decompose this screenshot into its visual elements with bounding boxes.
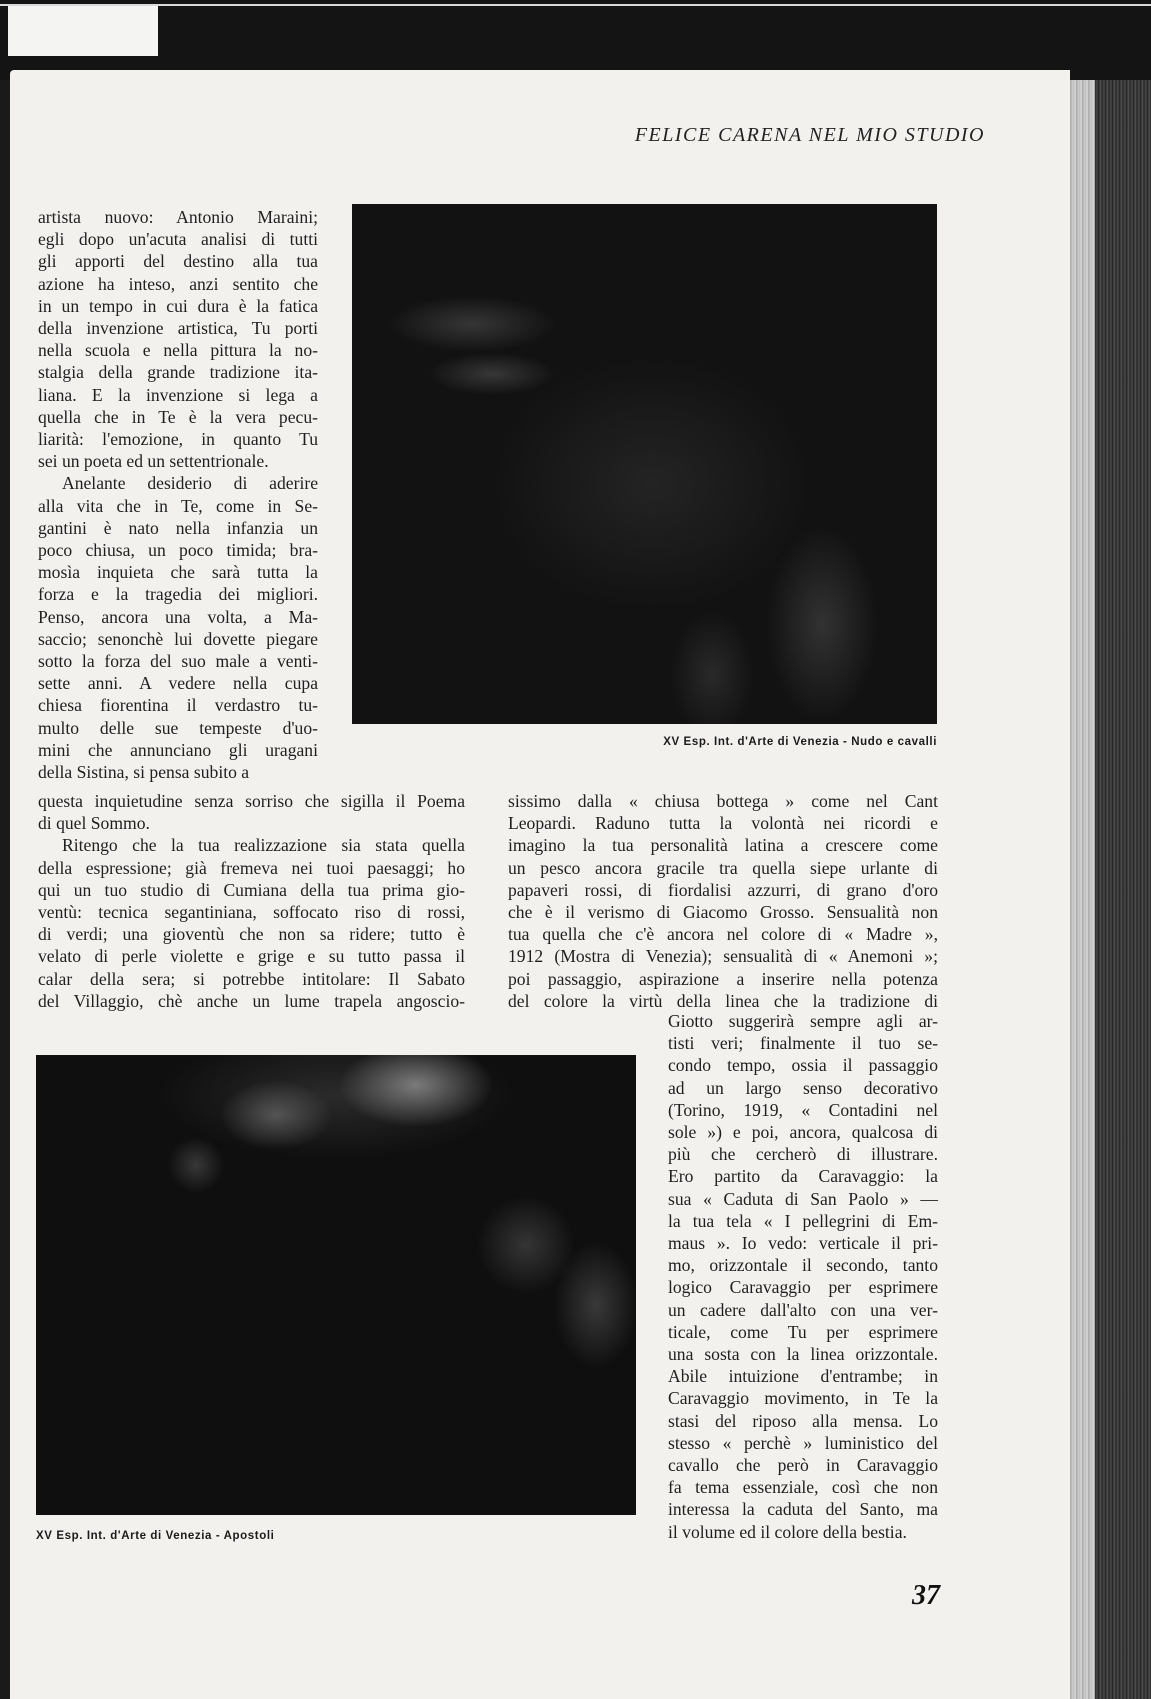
text-line: di verdi; una gioventù che non sa ridere; tutto è bbox=[38, 924, 465, 945]
text-line: gli apporti del destino alla tua bbox=[38, 251, 318, 272]
caption-photo-1: XV Esp. Int. d'Arte di Venezia - Nudo e cavalli bbox=[663, 736, 937, 748]
text-line: questa inquietudine senza sorriso che sigilla il Poema bbox=[38, 791, 465, 811]
scan-border-top bbox=[0, 0, 1151, 80]
text-column-right-middle bbox=[508, 790, 938, 1012]
text-line: mosìa inquieta che sarà tutta la bbox=[38, 562, 318, 583]
page-number: 37 bbox=[912, 1580, 940, 1611]
page-stack-shadow bbox=[1095, 80, 1151, 1699]
text-line: mini che annunciano gli uragani bbox=[38, 739, 318, 760]
caption-photo-2: XV Esp. Int. d'Arte di Venezia - Apostoli bbox=[36, 1530, 275, 1542]
text-line: tisti veri; finalmente il tuo se- bbox=[668, 1033, 938, 1054]
text-line: forza e la tragedia dei migliori. bbox=[38, 584, 318, 605]
text-line: Leopardi. Raduno tutta la volontà nei ricordi e bbox=[508, 813, 938, 834]
text-line: Penso, ancora una volta, a Ma- bbox=[38, 606, 318, 627]
text-line: sole ») e poi, ancora, qualcosa di bbox=[668, 1122, 938, 1143]
text-line: chiesa fiorentina il verdastro tu- bbox=[38, 695, 318, 716]
text-line: alla vita che in Te, come in Se- bbox=[38, 495, 318, 516]
text-line: ticale, come Tu per esprimere bbox=[668, 1321, 938, 1342]
text-line: un cadere dall'alto con una ver- bbox=[668, 1299, 938, 1320]
text-line: Anelante desiderio di aderire bbox=[62, 473, 318, 494]
text-line: sua « Caduta di San Paolo » — bbox=[668, 1188, 938, 1209]
text-line: quella che in Te è la vera pecu- bbox=[38, 406, 318, 427]
photo-nudo-e-cavalli bbox=[352, 204, 937, 724]
text-line: saccio; senonchè lui dovette piegare bbox=[38, 628, 318, 649]
photo-apostoli bbox=[36, 1055, 636, 1515]
text-line: stasi del riposo alla mensa. Lo bbox=[668, 1410, 938, 1431]
text-line: tua quella che c'è ancora nel colore di « Madre », bbox=[508, 924, 938, 945]
text-line: Giotto suggerirà sempre agli ar- bbox=[668, 1011, 938, 1031]
text-line: liarità: l'emozione, in quanto Tu bbox=[38, 429, 318, 450]
text-line: azione ha inteso, anzi sentito che bbox=[38, 273, 318, 294]
text-line: qui un tuo studio di Cumiana della tua prima gio- bbox=[38, 879, 465, 900]
text-line: papaveri rossi, di fiordalisi azzurri, di grano d'oro bbox=[508, 879, 938, 900]
text-line: logico Caravaggio per esprimere bbox=[668, 1277, 938, 1298]
text-line: una sosta con la linea orizzontale. bbox=[668, 1344, 938, 1365]
text-line: poi passaggio, aspirazione a inserire nella potenza bbox=[508, 968, 938, 989]
text-column-right-lower bbox=[668, 1010, 938, 1543]
text-line: fa tema essenziale, così che non bbox=[668, 1477, 938, 1498]
text-line: (Torino, 1919, « Contadini nel bbox=[668, 1099, 938, 1120]
text-line: Ritengo che la tua realizzazione sia stata quella bbox=[62, 835, 465, 856]
text-line: del Villaggio, chè anche un lume trapela angoscio- bbox=[38, 990, 465, 1011]
text-line: della espressione; già fremeva nei tuoi paesaggi; ho bbox=[38, 857, 465, 878]
text-line: il volume ed il colore della bestia. bbox=[668, 1521, 907, 1542]
text-line: liana. E la invenzione si lega a bbox=[38, 384, 318, 405]
text-line: della Sistina, si pensa subito a bbox=[38, 762, 250, 783]
text-line: ad un largo senso decorativo bbox=[668, 1077, 938, 1098]
text-line: Abile intuizione d'entrambe; in bbox=[668, 1366, 938, 1387]
text-line: poco chiusa, un poco timida; bra- bbox=[38, 540, 318, 561]
text-line: la tua tela « I pellegrini di Em- bbox=[668, 1210, 938, 1231]
text-line: del colore la virtù della linea che la tradizione di bbox=[508, 990, 938, 1011]
text-line: stalgia della grande tradizione ita- bbox=[38, 362, 318, 383]
text-line: Ero partito da Caravaggio: la bbox=[668, 1166, 938, 1187]
text-line: maus ». Io vedo: verticale il pri- bbox=[668, 1233, 938, 1254]
text-line: ventù: tecnica segantiniana, soffocato riso di rossi, bbox=[38, 902, 465, 923]
text-column-left-top bbox=[38, 206, 318, 783]
text-line: che è il verismo di Giacomo Grosso. Sensualità non bbox=[508, 902, 938, 923]
text-line: in un tempo in cui dura è la fatica bbox=[38, 295, 318, 316]
text-line: un pesco ancora gracile tra quella siepe urlante di bbox=[508, 857, 938, 878]
text-line: nella scuola e nella pittura la no- bbox=[38, 340, 318, 361]
text-line: 1912 (Mostra di Venezia); sensualità di « Anemoni »; bbox=[508, 946, 938, 967]
text-line: calar della sera; si potrebbe intitolare: Il Sabato bbox=[38, 968, 465, 989]
text-line: gantini è nato nella infanzia un bbox=[38, 517, 318, 538]
scan-line bbox=[0, 4, 1151, 6]
text-line: imagino la tua personalità latina a crescere come bbox=[508, 835, 938, 856]
text-line: mo, orizzontale il secondo, tanto bbox=[668, 1255, 938, 1276]
scan-paper-corner bbox=[8, 6, 158, 56]
text-line: più che cercherò di illustrare. bbox=[668, 1144, 938, 1165]
text-column-left-bottom bbox=[38, 790, 465, 1012]
text-line: multo delle sue tempeste d'uo- bbox=[38, 717, 318, 738]
text-line: sissimo dalla « chiusa bottega » come nel Cant bbox=[508, 791, 938, 811]
text-line: artista nuovo: Antonio Maraini; bbox=[38, 207, 318, 227]
text-line: sei un poeta ed un settentrionale. bbox=[38, 451, 269, 472]
text-line: condo tempo, ossia il passaggio bbox=[668, 1055, 938, 1076]
text-line: egli dopo un'acuta analisi di tutti bbox=[38, 229, 318, 250]
text-line: interessa la caduta del Santo, ma bbox=[668, 1499, 938, 1520]
text-line: sotto la forza del suo male a venti- bbox=[38, 651, 318, 672]
text-line: stesso « perchè » luministico del bbox=[668, 1432, 938, 1453]
text-line: cavallo che però in Caravaggio bbox=[668, 1455, 938, 1476]
text-line: della invenzione artistica, Tu porti bbox=[38, 318, 318, 339]
running-title: FELICE CARENA NEL MIO STUDIO bbox=[634, 124, 985, 146]
text-line: sette anni. A vedere nella cupa bbox=[38, 673, 318, 694]
text-line: velato di perle violette e grige e su tutto passa il bbox=[38, 946, 465, 967]
text-line: di quel Sommo. bbox=[38, 813, 150, 834]
text-line: Caravaggio movimento, in Te la bbox=[668, 1388, 938, 1409]
